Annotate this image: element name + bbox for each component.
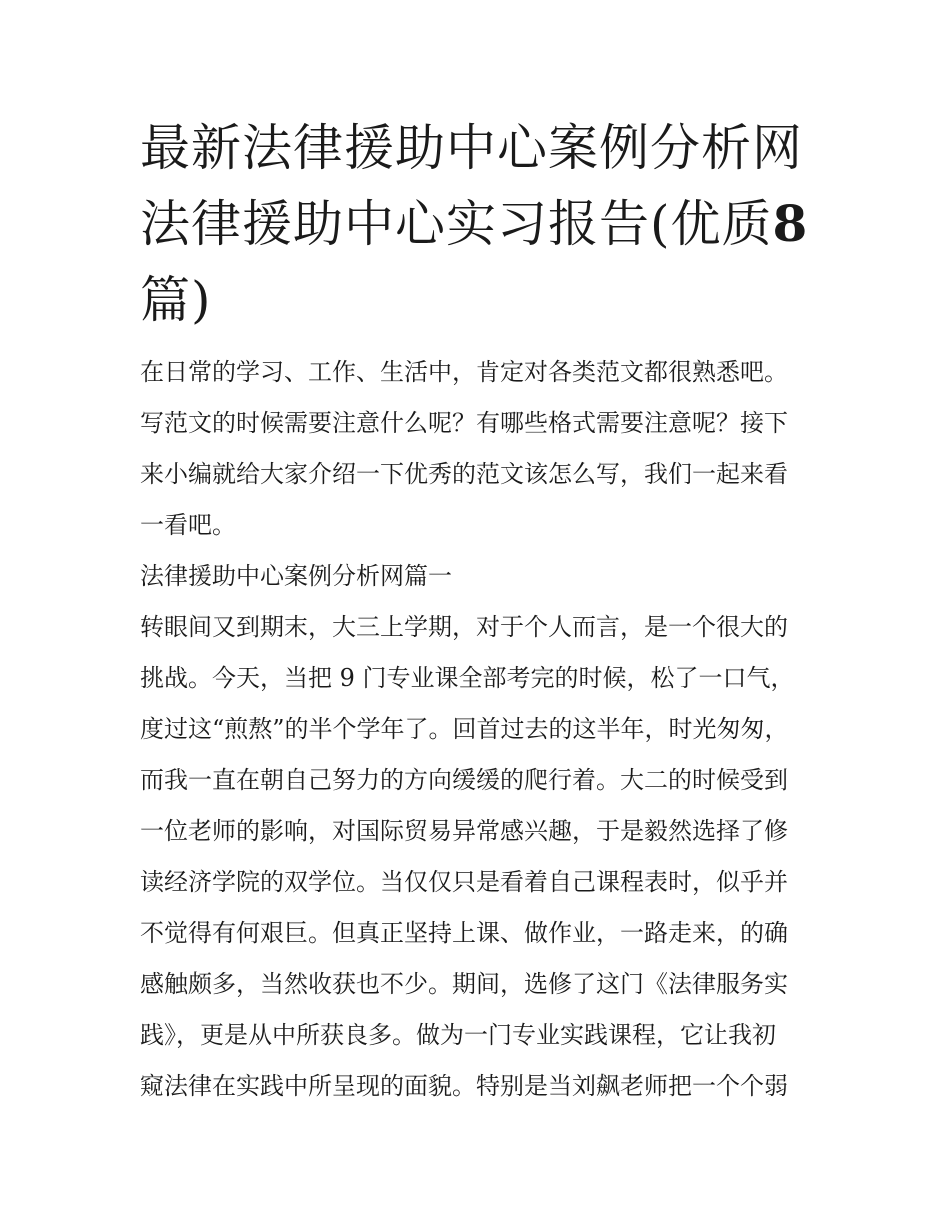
title-line-3: 篇) [140,271,212,329]
body-line: 践》，更是从中所获良多。做为一门专业实践课程，它让我初 [140,1021,776,1049]
body-line: 挑战。今天，当把 9 门专业课全部考完的时候，松了一口气， [140,664,795,692]
body-line: 读经济学院的双学位。当仅仅只是看着自己课程表时，似乎并 [140,868,788,896]
body-line: 感触颇多，当然收获也不少。期间，选修了这门《法律服务实 [140,970,788,998]
document-title [140,110,820,338]
body-line: 一位老师的影响，对国际贸易异常感兴趣，于是毅然选择了修 [140,817,788,845]
title-number: 8 [772,194,809,253]
document-page [140,110,820,1112]
intro-line: 一看吧。 [140,511,236,539]
body-line: 而我一直在朝自己努力的方向缓缓的爬行着。大二的时候受到 [140,766,788,794]
title-line-1: 最新法律援助中心案例分析网 [140,119,803,177]
body-line: 窥法律在实践中所呈现的面貌。特别是当刘飙老师把一个个弱 [140,1072,788,1100]
document-body [140,347,820,1112]
intro-line: 在日常的学习、工作、生活中，肯定对各类范文都很熟悉吧。 [140,358,788,386]
title-line-2-text: 法律援助中心实习报告(优质 [140,195,773,253]
section-heading: 法律援助中心案例分析网篇一 [140,562,452,590]
intro-line: 写范文的时候需要注意什么呢？有哪些格式需要注意呢？接下 [140,409,788,437]
title-line-2 [140,186,820,262]
intro-line: 来小编就给大家介绍一下优秀的范文该怎么写，我们一起来看 [140,460,788,488]
body-line: 度过这“煎熬”的半个学年了。回首过去的这半年，时光匆匆， [140,715,789,743]
body-line: 不觉得有何艰巨。但真正坚持上课、做作业，一路走来，的确 [140,919,788,947]
body-line: 转眼间又到期末，大三上学期，对于个人而言，是一个很大的 [140,613,788,641]
